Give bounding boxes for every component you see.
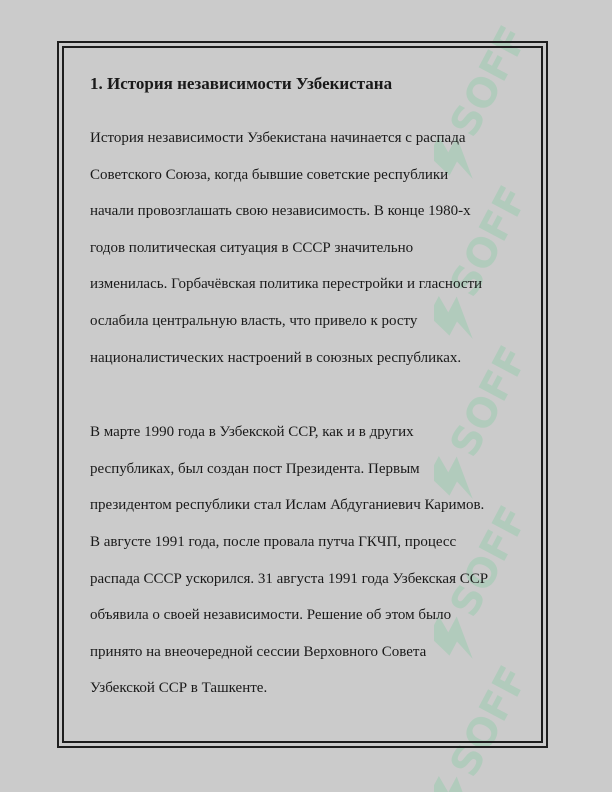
text-line: В августе 1991 года, после провала путча ГКЧП, процесс	[90, 533, 457, 550]
text-line: История независимости Узбекистана начинается с распада	[90, 130, 466, 146]
section-heading: 1. История независимости Узбекистана	[90, 74, 393, 93]
text-line: изменилась. Горбачёвская политика перестройки и гласности	[90, 276, 483, 293]
text-line: республиках, был создан пост Президента. Первым	[90, 460, 420, 477]
text-line: объявила о своей независимости. Решение об этом было	[90, 607, 452, 624]
paragraph-2	[90, 414, 520, 707]
watermark-logo-mark	[434, 769, 487, 792]
text-line: Узбекской ССР в Ташкенте.	[90, 680, 268, 697]
text-line: президентом республики стал Ислам Абдуганиевич Каримов.	[90, 497, 485, 514]
watermark-text: SOFF	[441, 338, 538, 465]
text-line: начали провозглашать свою независимость. В конце 1980-х	[90, 203, 471, 220]
paragraph-1	[90, 120, 520, 376]
text-line: В марте 1990 года в Узбекской ССР, как и в других	[90, 424, 414, 441]
text-line: ослабила центральную власть, что привело к росту	[90, 312, 418, 329]
watermark-text: SOFF	[441, 18, 538, 145]
text-line: годов политическая ситуация в СССР значительно	[90, 239, 414, 256]
text-line: принято на внеочередной сессии Верховного Совета	[90, 643, 427, 660]
watermark-text: SOFF	[441, 498, 538, 625]
watermark-text: SOFF	[441, 658, 538, 785]
text-line: националистических настроений в союзных республиках.	[90, 349, 462, 366]
document-body	[90, 70, 520, 707]
text-line: Советского Союза, когда бывшие советские республики	[90, 166, 449, 183]
watermark-text: SOFF	[441, 178, 538, 305]
text-line: распада СССР ускорился. 31 августа 1991 года Узбекская ССР	[90, 570, 489, 587]
